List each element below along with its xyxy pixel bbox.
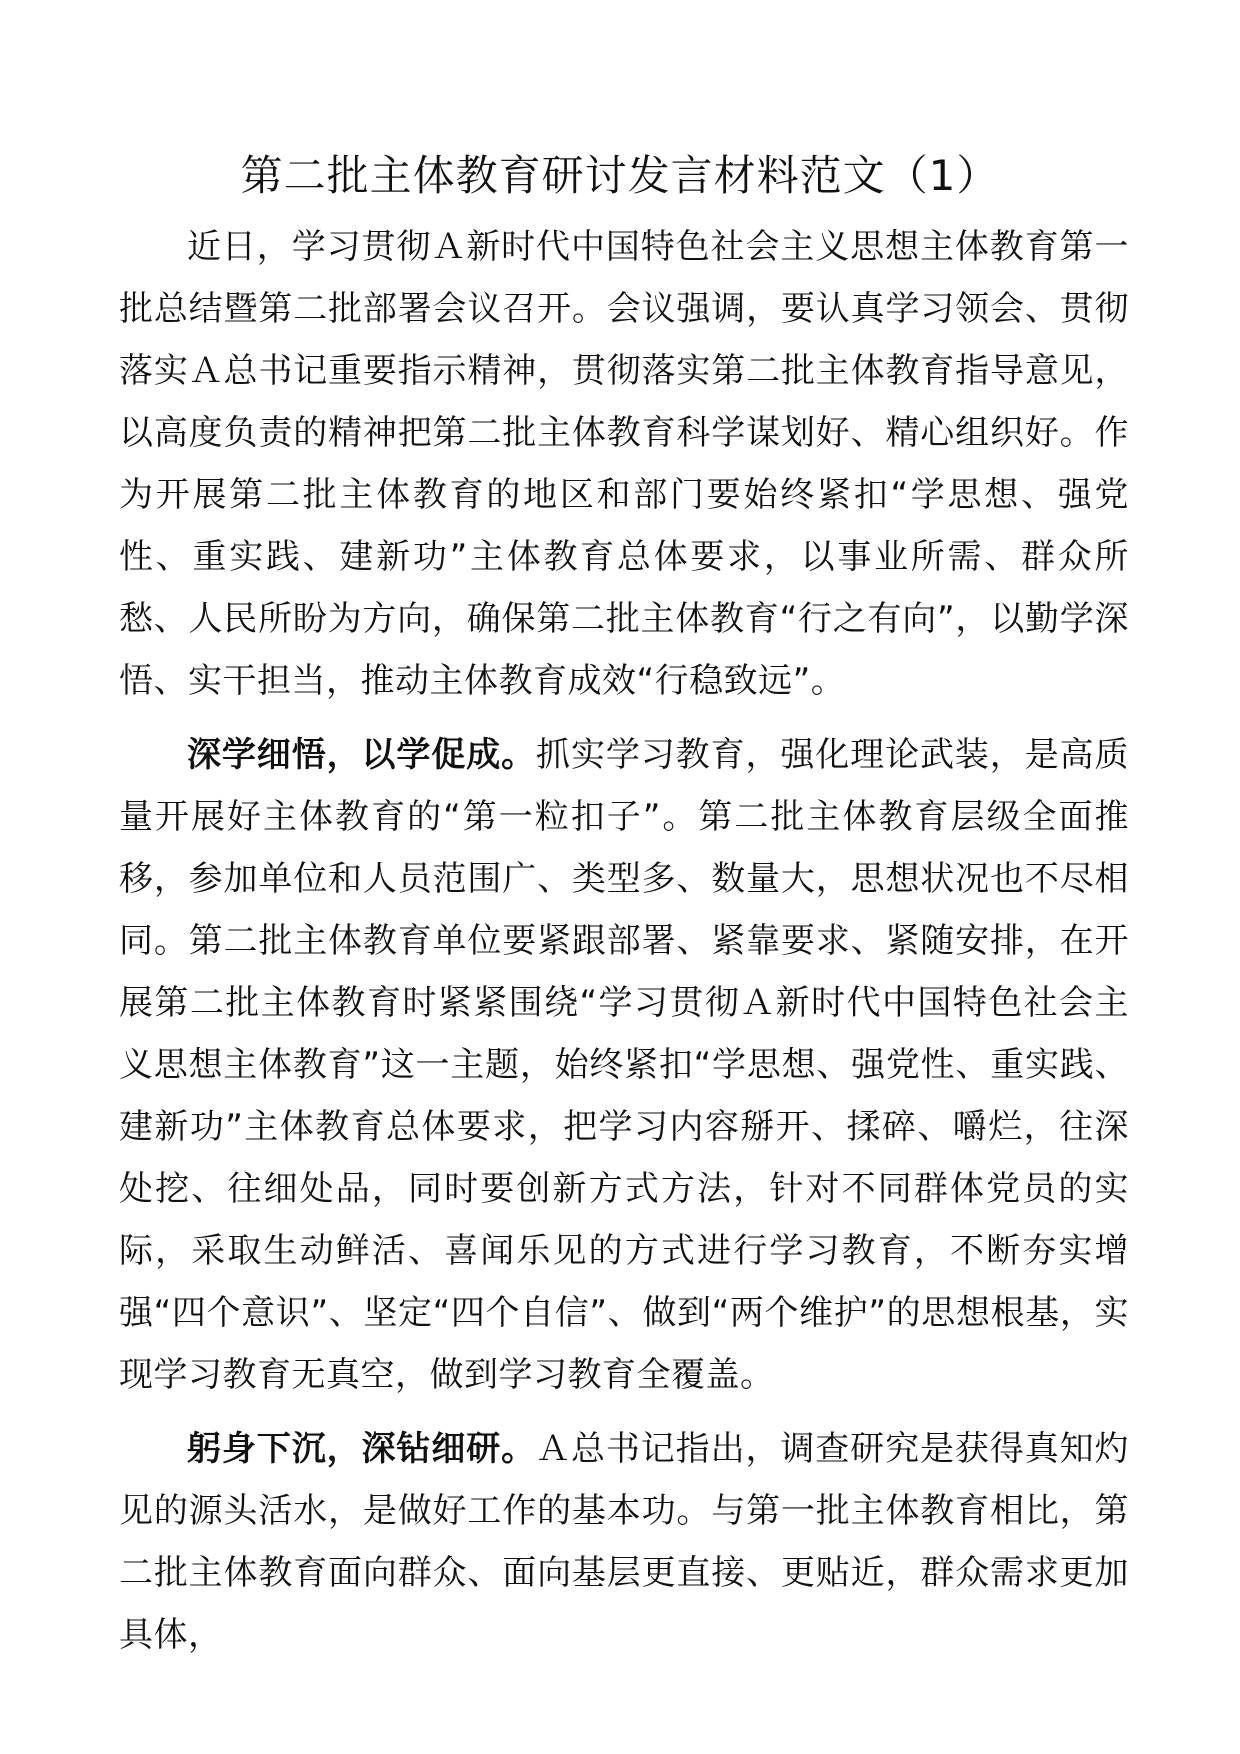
paragraph-text: 抓实学习教育，强化理论武装，是高质量开展好主体教育的“第一粒扣子”。第二批主体教育层级全面推移，参加单位和人员范围广、类型多、数量大，思想状况也不尽相同。第二批主体教育单位要紧跟部署、紧靠要求、紧随安排，在开展第二批主体教育时紧紧围绕“学习贯彻Ａ新时代中国特色社会主义思想主体教育”这一主题，始终紧扣“学思想、强党性、重实践、建新功”主体教育总体要求，把学习内容掰开、揉碎、嚼烂，往深处挖、往细处品，同时要创新方式方法，针对不同群体党员的实际，采取生动鲜活、喜闻乐见的方式进行学习教育，不断夯实增强“四个意识”、坚定“四个自信”、做到“两个维护”的思想根基，实现学习教育无真空，做到学习教育全覆盖。: [119, 735, 1130, 1395]
document-title: 第二批主体教育研讨发言材料范文（1）: [240, 151, 1000, 200]
paragraph-intro: [119, 216, 1129, 712]
paragraph-lead: 躬身下沉，深钻细研。: [187, 1429, 537, 1469]
paragraph-lead: 深学细悟，以学促成。: [187, 735, 537, 775]
paragraph-deep-study: [119, 724, 1129, 1406]
document-body: [119, 216, 1129, 1678]
paragraph-text: Ａ总书记指出，调查研究是获得真知灼见的源头活水，是做好工作的基本功。与第一批主体教育相比，第二批主体教育面向群众、面向基层更直接、更贴近，群众需求更加具体，: [119, 1429, 1130, 1655]
paragraph-investigation: [119, 1418, 1129, 1666]
paragraph-text: 近日，学习贯彻Ａ新时代中国特色社会主义思想主体教育第一批总结暨第二批部署会议召开。会议强调，要认真学习领会、贯彻落实Ａ总书记重要指示精神，贯彻落实第二批主体教育指导意见，以高度负责的精神把第二批主体教育科学谋划好、精心组织好。作为开展第二批主体教育的地区和部门要始终紧扣“学思想、强党性、重实践、建新功”主体教育总体要求，以事业所需、群众所愁、人民所盼为方向，确保第二批主体教育“行之有向”，以勤学深悟、实干担当，推动主体教育成效“行稳致远”。: [119, 227, 1129, 701]
